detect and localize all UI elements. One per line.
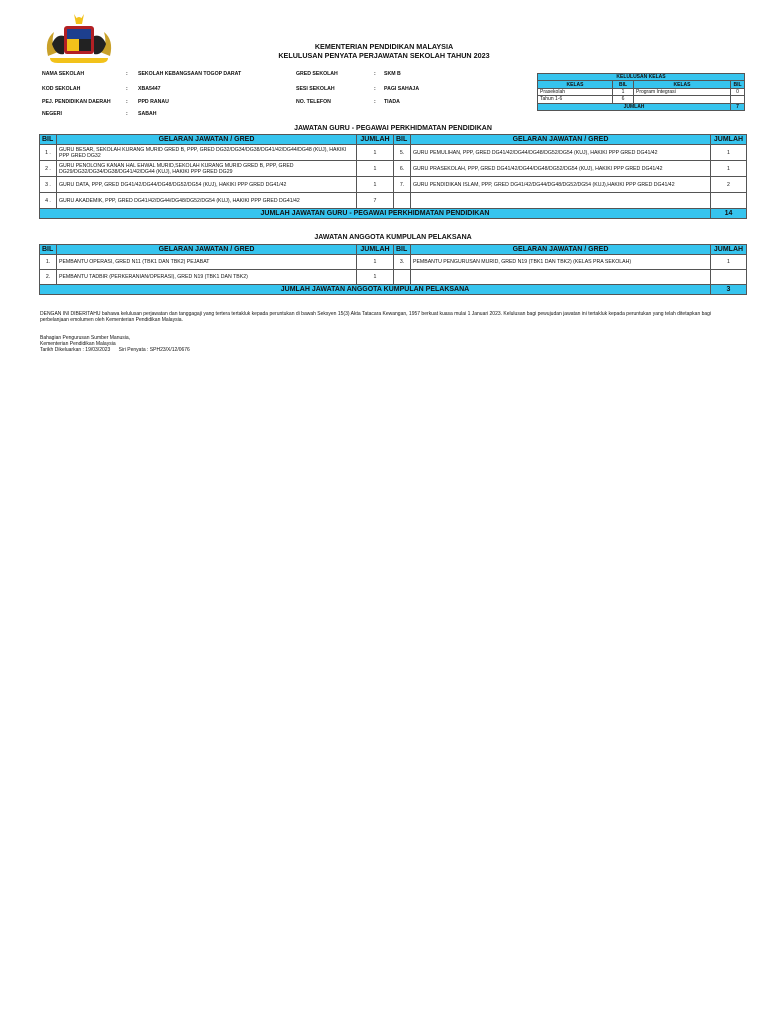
value-nama-sekolah: SEKOLAH KEBANGSAAN TOGOP DARAT [138, 71, 242, 77]
bil-cell [394, 193, 411, 209]
table-row [40, 270, 747, 285]
value-kod-sekolah: XBA5447 [138, 86, 161, 92]
kelas-cell: Tahun 1-6 [538, 96, 613, 103]
colon: : [374, 71, 376, 77]
jumlah-cell: 1 [357, 145, 394, 161]
jumlah-cell: 1 [357, 177, 394, 193]
label-pej-pendidikan: PEJ. PENDIDIKAN DAERAH [42, 99, 111, 105]
bil-header: BIL [394, 135, 411, 145]
colon: : [126, 71, 128, 77]
jumlah-cell: 1 [711, 255, 747, 270]
table-row [40, 145, 747, 161]
table-row [40, 161, 747, 177]
value-no-telefon: TIADA [384, 99, 400, 105]
jumlah-cell: 1 [711, 145, 747, 161]
bil-cell [731, 96, 745, 103]
ministry-title: KEMENTERIAN PENDIDIKAN MALAYSIA [314, 42, 454, 51]
jumlah-label: JUMLAH [538, 103, 731, 110]
jumlah-header: JUMLAH [357, 135, 394, 145]
gelaran-cell: PEMBANTU OPERASI, GRED N11 (TBK1 DAN TBK2) PEJABAT [57, 255, 357, 270]
table-row [538, 96, 745, 103]
label-no-telefon: NO. TELEFON [296, 99, 331, 105]
footer-block [40, 335, 190, 354]
gelaran-cell [411, 270, 711, 285]
department-name: Bahagian Pengurusan Sumber Manusia, [40, 335, 131, 341]
value-gred-sekolah: SKM B [384, 71, 401, 77]
bil-cell: 6. [394, 161, 411, 177]
guru-section-title: JAWATAN GURU - PEGAWAI PERKHIDMATAN PENDIDIKAN [294, 125, 492, 132]
pelaksana-total-label: JUMLAH JAWATAN ANGGOTA KUMPULAN PELAKSANA [40, 285, 711, 295]
jumlah-cell: 1 [357, 270, 394, 285]
label-kod-sekolah: KOD SEKOLAH [42, 86, 81, 92]
bil-cell: 3. [394, 255, 411, 270]
value-sesi-sekolah: PAGI SAHAJA [384, 86, 420, 92]
kelas-cell: Prasekolah [538, 88, 613, 95]
jumlah-cell: 1 [711, 161, 747, 177]
kelas-header: KELAS [538, 81, 613, 88]
bil-cell: 3 . [40, 177, 57, 193]
bil-cell [394, 270, 411, 285]
kelulusan-kelas-table [537, 73, 745, 111]
guru-total-value: 14 [711, 209, 747, 219]
bil-header: BIL [40, 135, 57, 145]
label-negeri: NEGERI [42, 111, 62, 117]
table-row [40, 193, 747, 209]
bil-cell: 2. [40, 270, 57, 285]
bil-cell: 0 [731, 88, 745, 95]
guru-total-label: JUMLAH JAWATAN GURU - PEGAWAI PERKHIDMATAN PENDIDIKAN [40, 209, 711, 219]
gelaran-cell: PEMBANTU TADBIR (PERKERANIAN/OPERASI), GRED N19 (TBK1 DAN TBK2) [57, 270, 357, 285]
bil-cell: 6 [613, 96, 634, 103]
bil-cell: 1. [40, 255, 57, 270]
gelaran-header: GELARAN JAWATAN / GRED [411, 245, 711, 255]
table-row [40, 177, 747, 193]
jumlah-header: JUMLAH [711, 135, 747, 145]
bil-header: BIL [394, 245, 411, 255]
gelaran-header: GELARAN JAWATAN / GRED [57, 245, 357, 255]
notice-text: DENGAN INI DIBERITAHU bahawa kelulusan perjawatan dan tanggagaji yang tertera tertakluk kepada peruntukan di bawah Seksyen 15(3) Akta Tatacara Kewangan, 1957 berkuat kuasa mulai 1 Januari 2023. Kelulusan bagi pewujudan jawatan ini tertakluk kepada peruntukan yang telah ditetapkan bagi perbelanjaan emolumen oleh Kementerian Pendidikan Malaysia. [40, 311, 712, 324]
colon: : [126, 86, 128, 92]
jumlah-cell: 2 [711, 177, 747, 193]
guru-table [39, 134, 747, 219]
jumlah-header: JUMLAH [357, 245, 394, 255]
issue-info [40, 347, 190, 353]
bil-header: BIL [40, 245, 57, 255]
bil-cell: 1 . [40, 145, 57, 161]
colon: : [374, 99, 376, 105]
gelaran-cell: GURU BESAR, SEKOLAH KURANG MURID GRED B, PPP, GRED DG32/DG34/DG38/DG41/42/DG44/DG48 (KUJ), HAKIKI PPP GRED DG32 [57, 145, 357, 161]
label-sesi-sekolah: SESI SEKOLAH [296, 86, 335, 92]
gelaran-cell: GURU AKADEMIK, PPP, GRED DG41/42/DG44/DG48/DG52/DG54 (KUJ), HAKIKI PPP GRED DG41/42 [57, 193, 357, 209]
gelaran-cell: GURU DATA, PPP, GRED DG41/42/DG44/DG48/DG52/DG54 (KUJ), HAKIKI PPP GRED DG41/42 [57, 177, 357, 193]
gelaran-header: GELARAN JAWATAN / GRED [57, 135, 357, 145]
pelaksana-section-title: JAWATAN ANGGOTA KUMPULAN PELAKSANA [314, 234, 472, 241]
jumlah-cell: 1 [357, 161, 394, 177]
bil-cell: 5. [394, 145, 411, 161]
colon: : [126, 111, 128, 117]
jumlah-header: JUMLAH [711, 245, 747, 255]
value-pej-pendidikan: PPD RANAU [138, 99, 169, 105]
kelulusan-kelas-title: KELULUSAN KELAS [538, 74, 745, 81]
bil-cell: 4 . [40, 193, 57, 209]
series-number: Siri Penyata : SPH23/X/12/0676 [118, 347, 190, 354]
table-row [40, 255, 747, 270]
kelas-cell [634, 96, 731, 103]
gelaran-cell: GURU PENDIDIKAN ISLAM, PPP, GRED DG41/42/DG44/DG48/DG52/DG54 (KUJ),HAKIKI PPP GRED DG41/42 [411, 177, 711, 193]
gelaran-header: GELARAN JAWATAN / GRED [411, 135, 711, 145]
label-nama-sekolah: NAMA SEKOLAH [42, 71, 85, 77]
ministry-name: Kementerian Pendidikan Malaysia [40, 341, 116, 348]
kelas-cell: Program Integrasi [634, 88, 731, 95]
jumlah-cell [711, 193, 747, 209]
label-gred-sekolah: GRED SEKOLAH [296, 71, 338, 77]
jumlah-cell: 7 [357, 193, 394, 209]
pelaksana-table [39, 244, 747, 295]
bil-cell: 7. [394, 177, 411, 193]
table-row [538, 88, 745, 95]
pelaksana-total-value: 3 [711, 285, 747, 295]
jumlah-value: 7 [731, 103, 745, 110]
gelaran-cell: GURU PRASEKOLAH, PPP, GRED DG41/42/DG44/DG48/DG52/DG54 (KUJ), HAKIKI PPP GRED DG41/42 [411, 161, 711, 177]
gelaran-cell: GURU PENOLONG KANAN HAL EHWAL MURID,SEKOLAH KURANG MURID GRED B, PPP, GRED DG29/DG32/DG34/DG38/DG41/42/DG44 (KUJ), HAKIKI PPP GRED DG29 [57, 161, 357, 177]
bil-header: BIL [731, 81, 745, 88]
colon: : [126, 99, 128, 105]
gelaran-cell: PEMBANTU PENGURUSAN MURID, GRED N19 (TBK1 DAN TBK2) (KELAS PRA SEKOLAH) [411, 255, 711, 270]
jumlah-cell: 1 [357, 255, 394, 270]
kelas-header: KELAS [634, 81, 731, 88]
bil-cell: 2 . [40, 161, 57, 177]
colon: : [374, 86, 376, 92]
jumlah-cell [711, 270, 747, 285]
gelaran-cell [411, 193, 711, 209]
value-negeri: SABAH [138, 111, 157, 117]
document-title: KELULUSAN PENYATA PERJAWATAN SEKOLAH TAHUN 2023 [278, 51, 490, 60]
gelaran-cell: GURU PEMULIHAN, PPP, GRED DG41/42/DG44/DG48/DG52/DG54 (KUJ), HAKIKI PPP GRED DG41/42 [411, 145, 711, 161]
bil-header: BIL [613, 81, 634, 88]
issue-date: Tarikh Dikeluarkan : 19/03/2023 [40, 347, 111, 354]
bil-cell: 1 [613, 88, 634, 95]
